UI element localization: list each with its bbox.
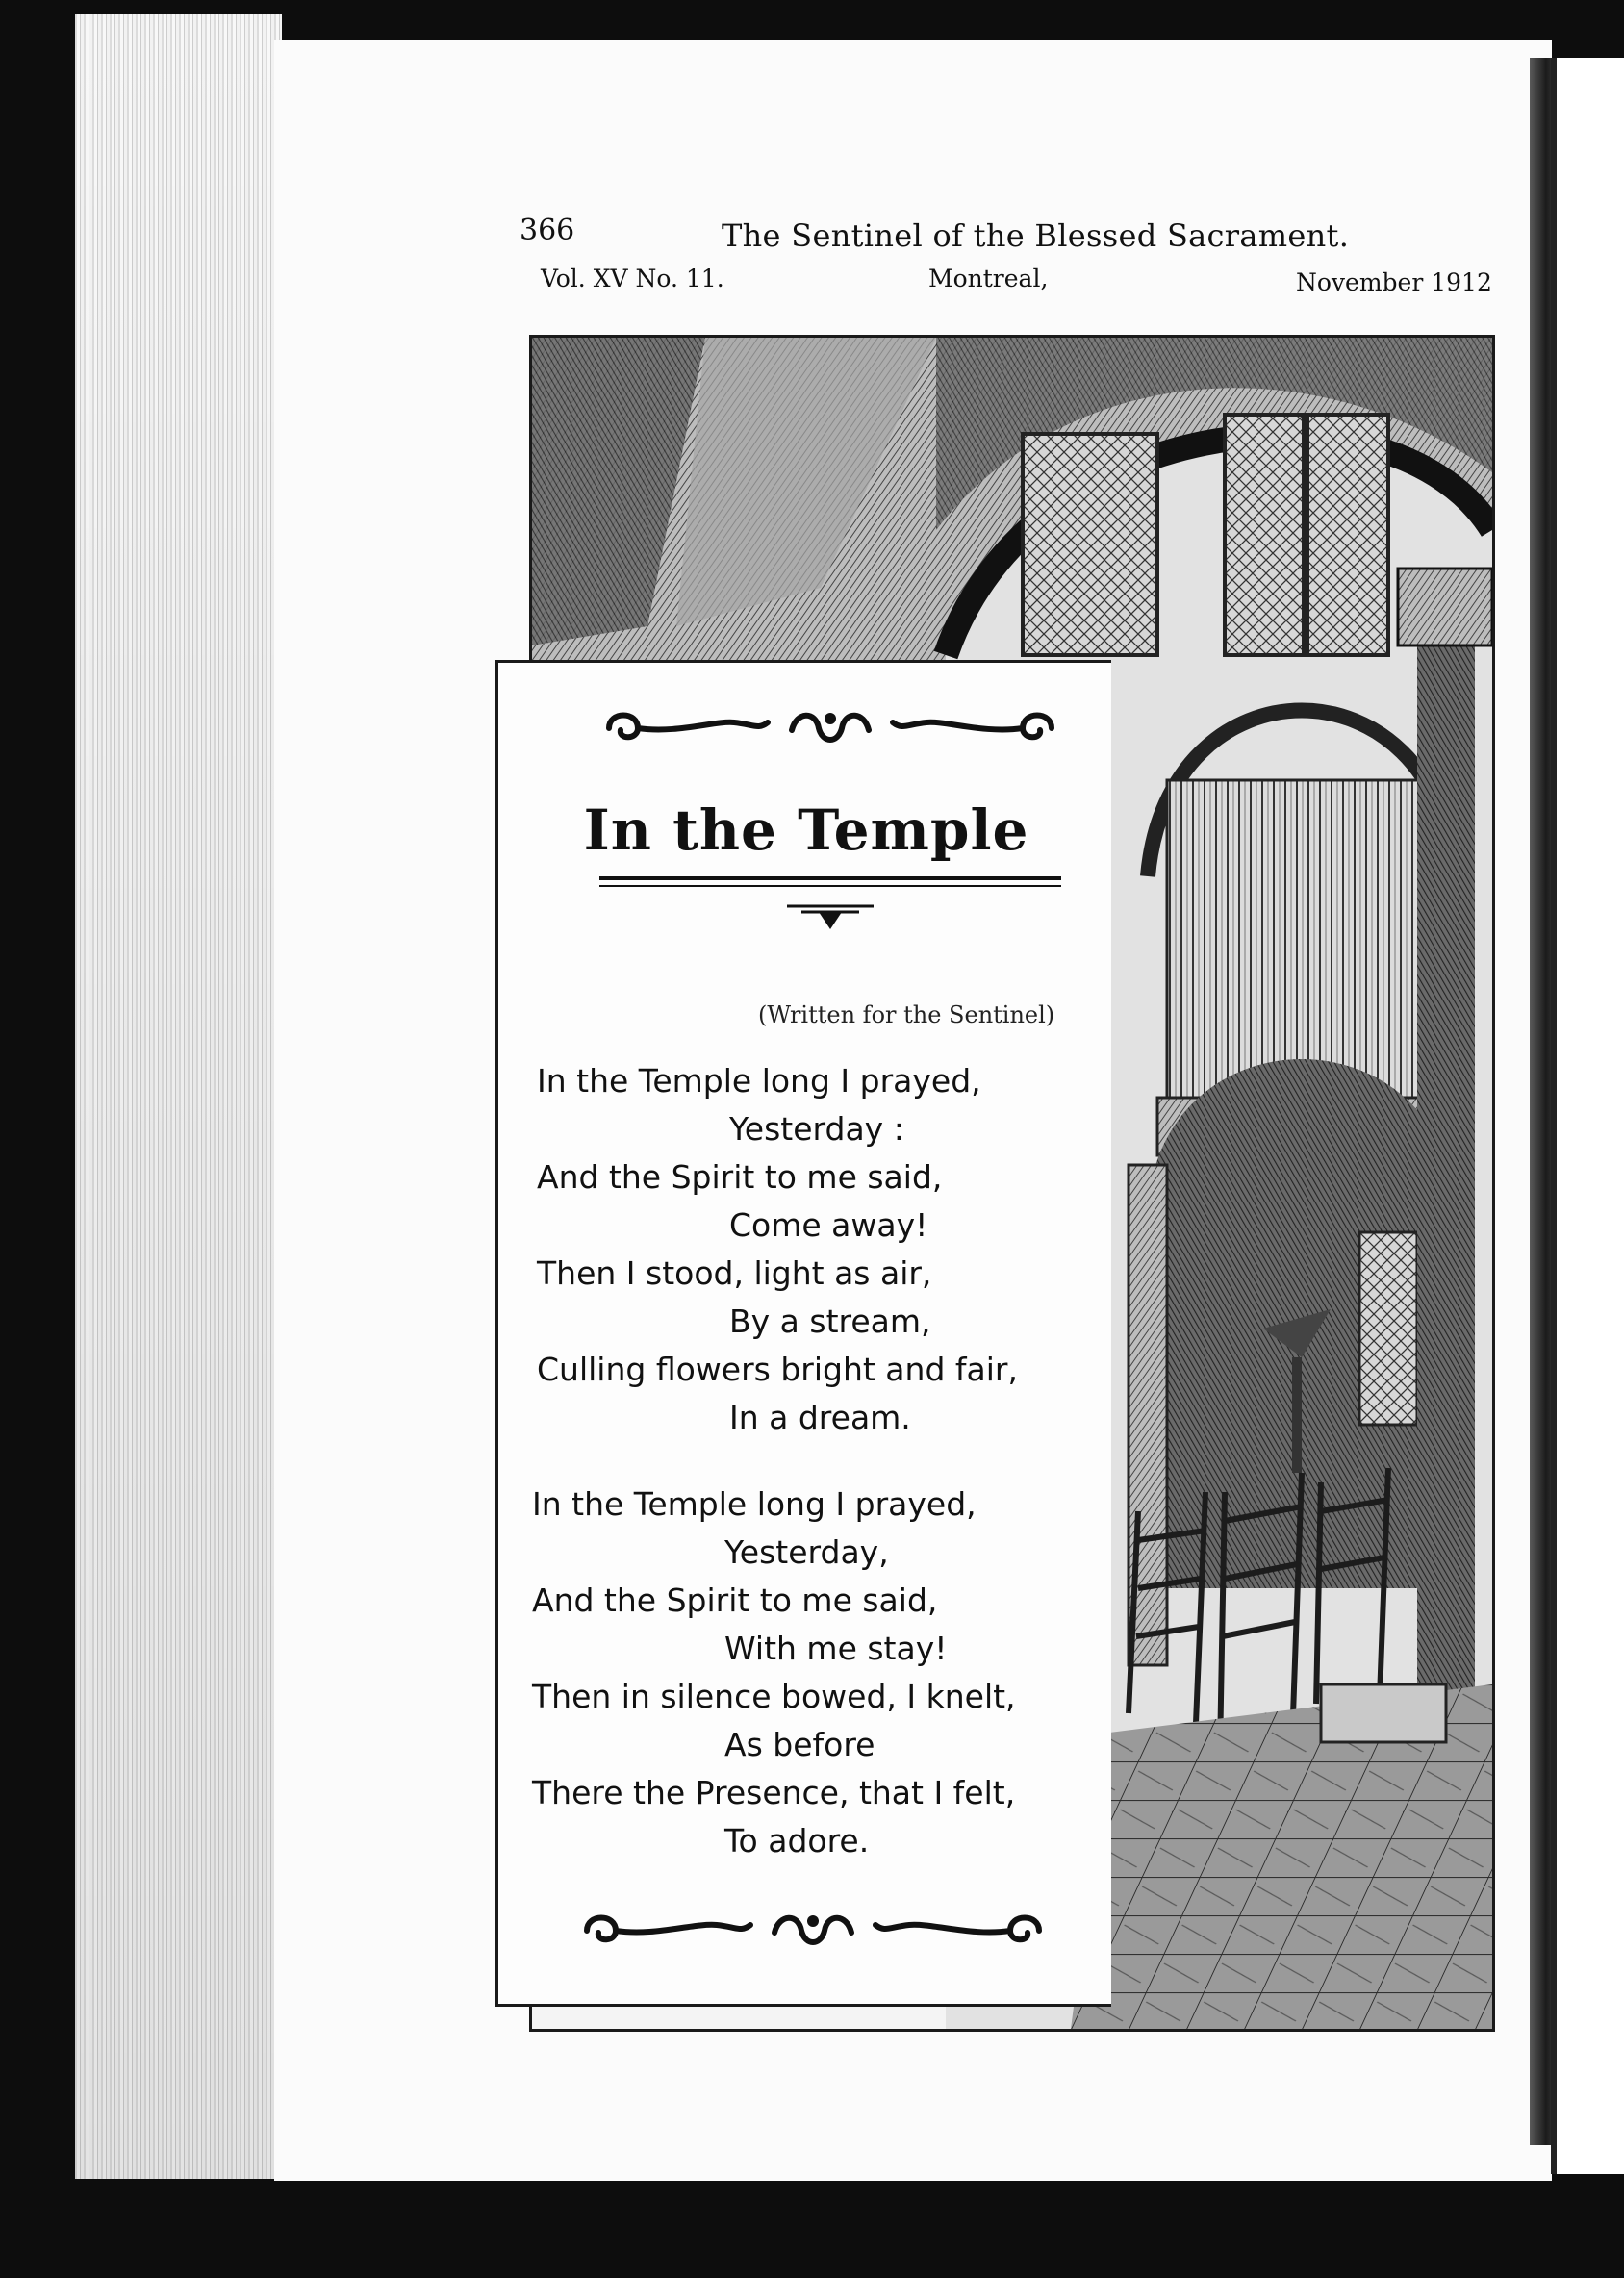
poem-line: There the Presence, that I felt, <box>532 1774 1016 1811</box>
page-number: 366 <box>520 214 575 247</box>
stanza-2 <box>532 1481 1016 1865</box>
poem-line: Then I stood, light as air, <box>537 1254 932 1292</box>
poem-line: Yesterday, <box>724 1533 889 1571</box>
poem-line: In the Temple long I prayed, <box>532 1485 977 1523</box>
poem-line: In the Temple long I prayed, <box>537 1062 981 1100</box>
poem-line: Culling flowers bright and fair, <box>537 1351 1018 1388</box>
publication-city: Montreal, <box>928 265 1049 292</box>
dedication: (Written for the Sentinel) <box>758 1001 1055 1028</box>
poem-title: In the Temple <box>583 797 1029 863</box>
title-rule-thin <box>599 885 1061 887</box>
poem-line: In a dream. <box>729 1399 911 1436</box>
poem-line: With me stay! <box>724 1630 948 1667</box>
poem-line: To adore. <box>724 1822 870 1860</box>
scroll-ornament-top <box>599 701 1061 755</box>
issue-date: November 1912 <box>1296 268 1492 296</box>
book-page-edges <box>75 14 282 2179</box>
small-ornament <box>782 899 878 933</box>
journal-title: The Sentinel of the Blessed Sacrament. <box>722 217 1350 254</box>
poem-line: And the Spirit to me said, <box>532 1582 938 1619</box>
issue-line <box>541 265 1492 303</box>
right-page-strip <box>1557 58 1624 2174</box>
poem-line: Come away! <box>729 1206 928 1244</box>
running-header <box>520 214 1350 260</box>
scroll-ornament-bottom <box>577 1904 1049 1958</box>
poem-line: And the Spirit to me said, <box>537 1158 943 1196</box>
poem-line: As before <box>724 1726 875 1763</box>
poem-line: Then in silence bowed, I knelt, <box>532 1678 1016 1715</box>
volume-number: Vol. XV No. 11. <box>541 265 724 292</box>
stanza-1 <box>537 1057 1018 1442</box>
title-rule <box>599 876 1061 880</box>
poem-line: Yesterday : <box>729 1110 904 1148</box>
poem-panel <box>495 660 1111 2007</box>
poem-line: By a stream, <box>729 1303 931 1340</box>
